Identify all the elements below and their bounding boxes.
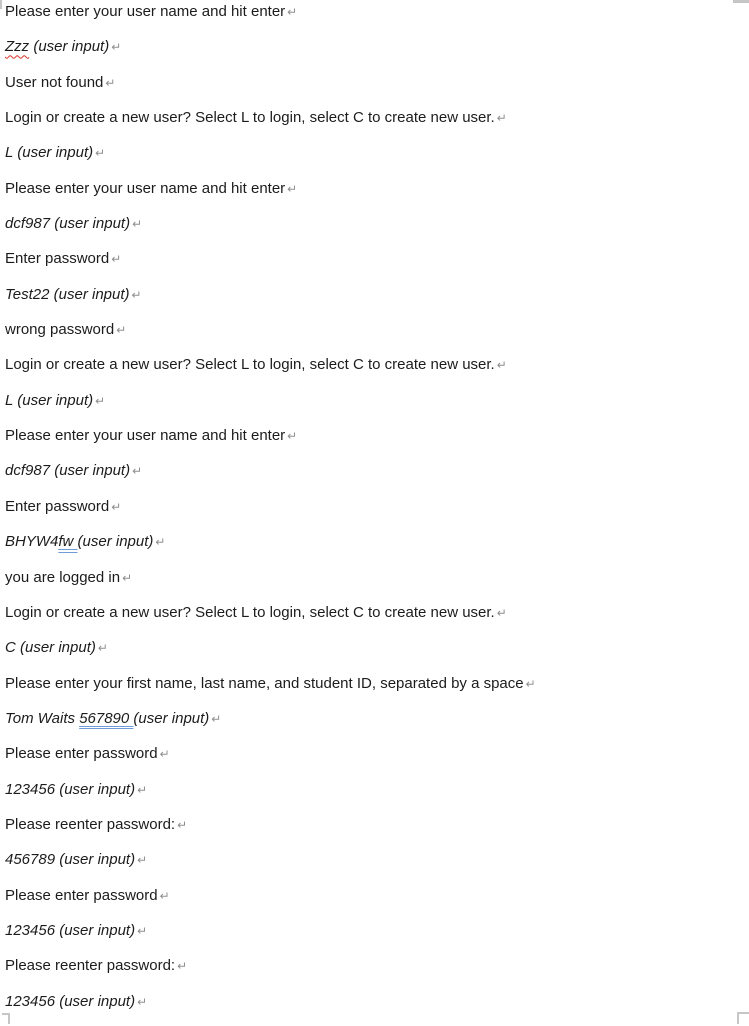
text-boundary-mark-bottom-right — [737, 1012, 739, 1024]
text-segment: Please enter your user name and hit enter — [5, 427, 286, 445]
text-segment: L (user input) — [5, 144, 94, 162]
text-segment: you are logged in — [5, 568, 121, 586]
console-output-line[interactable] — [5, 814, 749, 849]
line-break-mark: ↵ — [122, 570, 133, 585]
text-segment: Test22 (user input) — [5, 285, 130, 303]
user-input-line[interactable] — [5, 849, 749, 884]
line-break-mark: ↵ — [97, 641, 108, 656]
line-break-mark: ↵ — [137, 782, 148, 797]
text-segment: dcf987 (user input) — [5, 215, 131, 233]
text-segment: 123456 (user input) — [5, 992, 136, 1010]
text-segment: Please reenter password: — [5, 815, 176, 833]
console-output-line[interactable] — [5, 885, 749, 920]
text-segment: 123456 (user input) — [5, 921, 136, 939]
line-break-mark: ↵ — [496, 605, 507, 620]
console-output-line[interactable] — [5, 496, 749, 531]
user-input-line[interactable] — [5, 36, 749, 71]
line-break-mark: ↵ — [132, 217, 143, 232]
line-break-mark: ↵ — [177, 959, 188, 974]
text-segment: (user input) — [77, 533, 154, 551]
console-output-line[interactable] — [5, 178, 749, 213]
text-segment: 123456 (user input) — [5, 780, 136, 798]
text-segment: (user input) — [133, 709, 210, 727]
line-break-mark: ↵ — [95, 393, 106, 408]
text-segment: BHYW4 — [5, 533, 59, 551]
line-break-mark: ↵ — [105, 75, 116, 90]
console-output-line[interactable] — [5, 354, 749, 389]
text-segment: (user input) — [29, 38, 110, 56]
line-break-mark: ↵ — [155, 535, 166, 550]
text-segment: C (user input) — [5, 639, 96, 657]
text-segment: User not found — [5, 73, 104, 91]
text-segment: Tom Waits — [5, 709, 80, 727]
console-output-line[interactable] — [5, 567, 749, 602]
line-break-mark: ↵ — [137, 994, 148, 1009]
line-break-mark: ↵ — [111, 40, 122, 55]
line-break-mark: ↵ — [111, 499, 122, 514]
console-output-line[interactable] — [5, 248, 749, 283]
line-break-mark: ↵ — [177, 817, 188, 832]
text-segment-blue-double: 567890 — [79, 709, 134, 727]
user-input-line[interactable] — [5, 779, 749, 814]
user-input-line[interactable] — [5, 531, 749, 566]
line-break-mark: ↵ — [287, 429, 298, 444]
console-output-line[interactable] — [5, 602, 749, 637]
user-input-line[interactable] — [5, 213, 749, 248]
line-break-mark: ↵ — [116, 323, 127, 338]
line-break-mark: ↵ — [287, 181, 298, 196]
console-output-line[interactable] — [5, 72, 749, 107]
document-text-area[interactable] — [5, 1, 749, 1026]
text-segment: Please enter your first name, last name, and student ID, separated by a space — [5, 674, 524, 692]
user-input-line[interactable] — [5, 637, 749, 672]
text-segment: 456789 (user input) — [5, 851, 136, 869]
line-break-mark: ↵ — [525, 676, 536, 691]
text-boundary-mark-bottom-left — [8, 1013, 10, 1024]
console-output-line[interactable] — [5, 955, 749, 990]
text-segment-red-wavy: Zzz — [5, 38, 30, 56]
line-break-mark: ↵ — [496, 111, 507, 126]
line-break-mark: ↵ — [137, 853, 148, 868]
line-break-mark: ↵ — [111, 252, 122, 267]
user-input-line[interactable] — [5, 708, 749, 743]
text-segment: wrong password — [5, 321, 115, 339]
line-break-mark: ↵ — [159, 888, 170, 903]
text-segment-blue-double: fw — [58, 533, 78, 551]
text-segment: L (user input) — [5, 391, 94, 409]
user-input-line[interactable] — [5, 460, 749, 495]
line-break-mark: ↵ — [137, 923, 148, 938]
text-boundary-mark-top-left — [0, 0, 2, 9]
line-break-mark: ↵ — [496, 358, 507, 373]
text-segment: Login or create a new user? Select L to login, select C to create new user. — [5, 109, 495, 127]
console-output-line[interactable] — [5, 743, 749, 778]
line-break-mark: ↵ — [211, 711, 222, 726]
line-break-mark: ↵ — [131, 287, 142, 302]
text-segment: Please enter password — [5, 886, 158, 904]
console-output-line[interactable] — [5, 425, 749, 460]
user-input-line[interactable] — [5, 920, 749, 955]
text-boundary-mark-top-right — [733, 0, 749, 3]
text-segment: Login or create a new user? Select L to login, select C to create new user. — [5, 603, 495, 621]
console-output-line[interactable] — [5, 1, 749, 36]
line-break-mark: ↵ — [159, 747, 170, 762]
user-input-line[interactable] — [5, 142, 749, 177]
user-input-line[interactable] — [5, 991, 749, 1026]
console-output-line[interactable] — [5, 319, 749, 354]
line-break-mark: ↵ — [132, 464, 143, 479]
text-segment: Please enter your user name and hit enter — [5, 179, 286, 197]
text-segment: Please enter password — [5, 745, 158, 763]
text-segment: dcf987 (user input) — [5, 462, 131, 480]
console-output-line[interactable] — [5, 673, 749, 708]
console-output-line[interactable] — [5, 107, 749, 142]
text-segment: Enter password — [5, 250, 110, 268]
user-input-line[interactable] — [5, 390, 749, 425]
text-segment: Enter password — [5, 497, 110, 515]
text-segment: Please reenter password: — [5, 957, 176, 975]
text-segment: Please enter your user name and hit enter — [5, 3, 286, 20]
text-segment: Login or create a new user? Select L to login, select C to create new user. — [5, 356, 495, 374]
line-break-mark: ↵ — [287, 5, 298, 19]
user-input-line[interactable] — [5, 284, 749, 319]
line-break-mark: ↵ — [95, 146, 106, 161]
